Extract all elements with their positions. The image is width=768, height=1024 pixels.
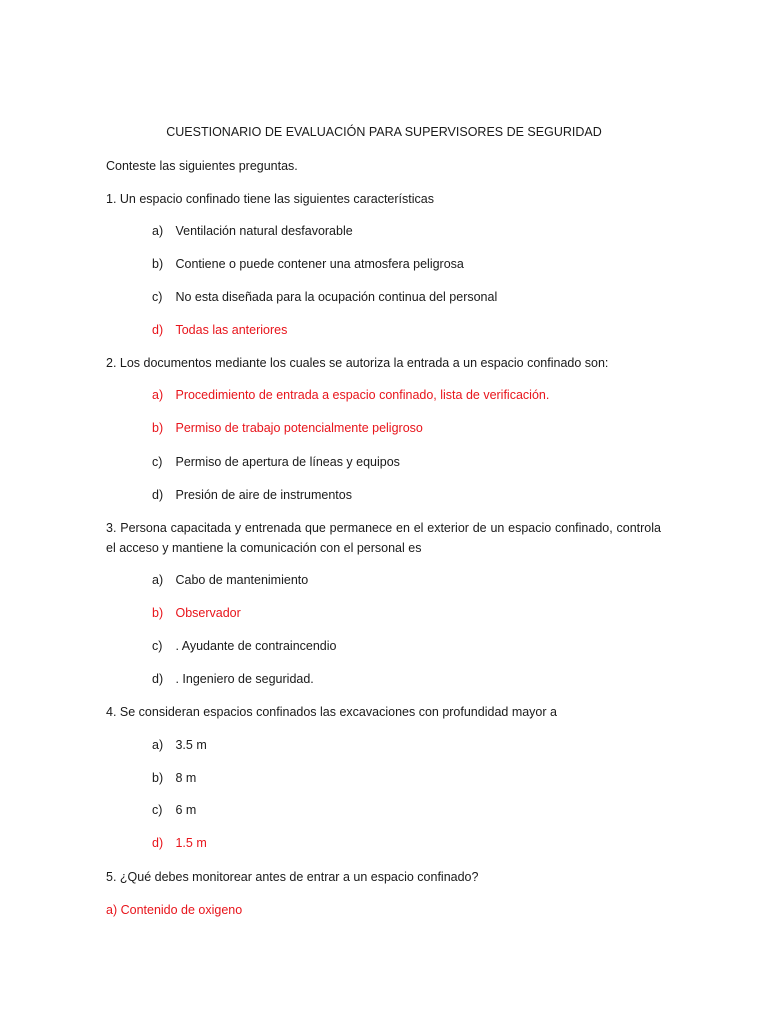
option-text: Permiso de trabajo potencialmente peligroso (175, 421, 423, 435)
option-letter: a) (152, 738, 164, 752)
option-text: . Ayudante de contraincendio (175, 639, 337, 653)
option-letter: a) (152, 573, 164, 587)
option-text: Permiso de apertura de líneas y equipos (175, 455, 400, 469)
option-letter: b) (152, 771, 164, 785)
question-3-option-b-correct (152, 605, 241, 621)
question-1-option-b (152, 256, 464, 272)
option-text: Observador (175, 606, 241, 620)
question-4-option-c (152, 802, 196, 818)
option-letter: d) (152, 836, 164, 850)
question-2-option-b-correct (152, 420, 423, 436)
question-3-text: 3. Persona capacitada y entrenada que permanece en el exterior de un espacio confinado, controla el acceso y mantiene la comunicación con el personal es (106, 521, 661, 555)
option-text: Procedimiento de entrada a espacio confinado, lista de verificación. (175, 388, 550, 402)
option-letter: b) (152, 421, 164, 435)
question-4-option-b (152, 770, 196, 786)
question-2-option-d (152, 487, 352, 503)
option-letter: d) (152, 672, 164, 686)
question-3-option-c (152, 638, 337, 654)
option-letter: a) (152, 224, 164, 238)
option-text: Presión de aire de instrumentos (175, 488, 352, 502)
question-4-option-a (152, 737, 207, 753)
option-letter: a) (152, 388, 164, 402)
instructions-text: Conteste las siguientes preguntas. (106, 159, 298, 173)
question-1-option-c (152, 289, 497, 305)
option-text: Cabo de mantenimiento (175, 573, 309, 587)
option-text: 6 m (175, 803, 197, 817)
question-3-option-a (152, 572, 308, 588)
question-4-text: 4. Se consideran espacios confinados las excavaciones con profundidad mayor a (106, 705, 557, 719)
option-text: Contiene o puede contener una atmosfera peligrosa (175, 257, 464, 271)
question-1-text: 1. Un espacio confinado tiene las siguientes características (106, 192, 434, 206)
option-letter: c) (152, 290, 163, 304)
option-text: Ventilación natural desfavorable (175, 224, 353, 238)
question-1-option-a (152, 223, 353, 239)
option-letter: c) (152, 639, 163, 653)
option-letter: b) (152, 257, 164, 271)
option-letter: c) (152, 455, 163, 469)
option-text: 1.5 m (175, 836, 207, 850)
question-5-text: 5. ¿Qué debes monitorear antes de entrar a un espacio confinado? (106, 870, 479, 884)
option-text: 8 m (175, 771, 197, 785)
option-letter: b) (152, 606, 164, 620)
question-1-option-d-correct (152, 322, 287, 338)
option-letter: d) (152, 488, 164, 502)
question-4-option-d-correct (152, 835, 207, 851)
option-text: 3.5 m (175, 738, 207, 752)
document-title: CUESTIONARIO DE EVALUACIÓN PARA SUPERVISORES DE SEGURIDAD (166, 125, 602, 139)
question-3-option-d (152, 671, 314, 687)
question-2-option-c (152, 454, 400, 470)
option-text: No esta diseñada para la ocupación continua del personal (175, 290, 498, 304)
option-letter: c) (152, 803, 163, 817)
question-2-option-a-correct (152, 387, 549, 403)
option-text: . Ingeniero de seguridad. (175, 672, 314, 686)
option-text: Todas las anteriores (175, 323, 288, 337)
question-5-answer: a) Contenido de oxigeno (106, 903, 243, 917)
option-letter: d) (152, 323, 164, 337)
question-2-text: 2. Los documentos mediante los cuales se autoriza la entrada a un espacio confinado son: (106, 356, 609, 370)
